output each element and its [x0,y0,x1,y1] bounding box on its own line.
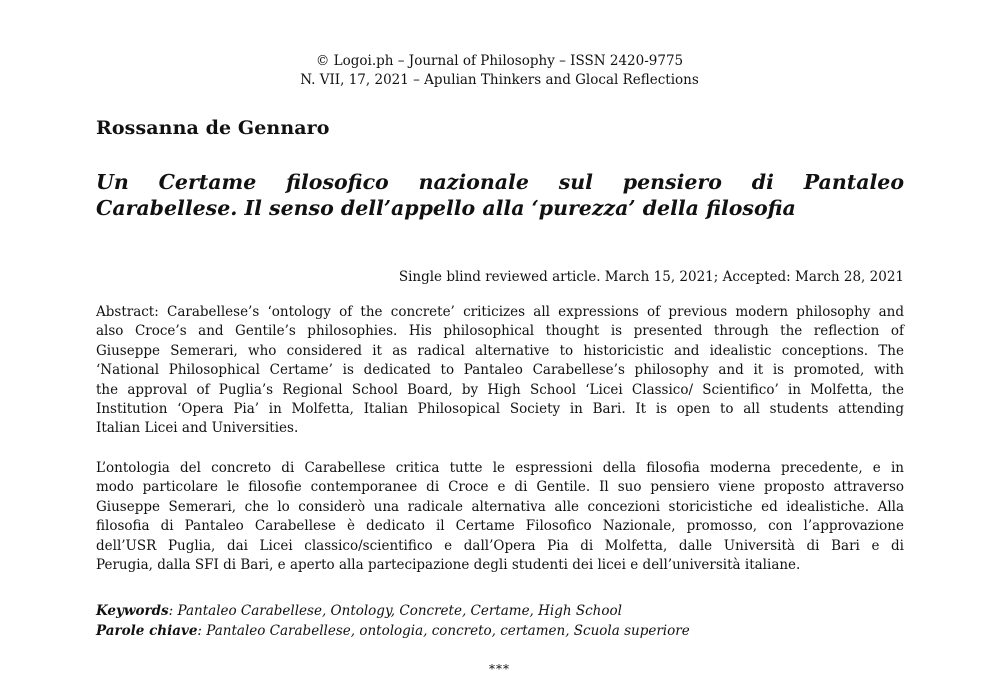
parole-chiave-text: : Pantaleo Carabellese, ontologia, concreto, certamen, Scuola superiore [197,622,690,639]
journal-header-line-1: © Logoi.ph – Journal of Philosophy – ISSN 2420-9775 [315,53,684,69]
keywords-block [96,602,904,641]
italian-abstract-line: dell’USR Puglia, dai Licei classico/scientifico e dall’Opera Pia di Molfetta, dalle Università di Bari e di [96,537,904,554]
italian-abstract-line: Giuseppe Semerari, che lo considerò una radicale alternativa alle concezioni storicistiche ed idealistiche. Alla [96,498,904,515]
abstract-line: Giuseppe Semerari, who considered it as radical alternative to historicistic and idealistic conceptions. The [96,342,904,359]
english-abstract [96,303,904,439]
abstract-line: Italian Licei and Universities. [96,420,299,437]
abstract-line: the approval of Puglia’s Regional School Board, by High School ‘Licei Classico/ Scientifico’ in Molfetta, the [96,381,904,398]
article-title [96,169,904,221]
author-name: Rossanna de Gennaro [96,117,330,139]
abstract-line: ‘National Philosophical Certame’ is dedicated to Pantaleo Carabellese’s philosophy and it is promoted, with [96,362,904,379]
section-separator: *** [489,662,510,676]
article-title-line-1: Un Certame filosofico nazionale sul pensiero di Pantaleo [96,170,904,194]
abstract-line: Institution ‘Opera Pia’ in Molfetta, Italian Philosopical Society in Bari. It is open to all students attending [96,401,904,418]
italian-abstract-line: filosofia di Pantaleo Carabellese è dedicato il Certame Filosofico Nazionale, promosso, con l’approvazione [96,518,904,535]
keywords-line [96,602,904,622]
journal-header [0,52,999,90]
review-note: Single blind reviewed article. March 15, 2021; Accepted: March 28, 2021 [398,269,904,285]
italian-abstract-line: L’ontologia del concreto di Carabellese critica tutte le espressioni della filosofia moderna precedente, e in [96,460,904,476]
article-title-line-2: Carabellese. Il senso dell’appello alla ‘purezza’ della filosofia [96,196,796,220]
journal-header-line-2: N. VII, 17, 2021 – Apulian Thinkers and Glocal Reflections [300,72,699,88]
abstract-line: Abstract: Carabellese’s ‘ontology of the concrete’ criticizes all expressions of previous modern philosophy and [96,304,904,320]
parole-chiave-label: Parole chiave [96,622,198,639]
italian-abstract-line: Perugia, dalla SFI di Bari, e aperto alla partecipazione degli studenti dei licei e dell’università italiane. [96,557,801,574]
italian-abstract-line: modo particolare le filosofie contemporanee di Croce e di Gentile. Il suo pensiero viene proposto attraverso [96,479,904,496]
italian-abstract [96,459,904,575]
keywords-text: : Pantaleo Carabellese, Ontology, Concrete, Certame, High School [168,603,622,619]
parole-chiave-line [96,622,904,642]
abstract-line: also Croce’s and Gentile’s philosophies. His philosophical thought is presented through the reflection of [96,323,904,340]
keywords-label: Keywords [96,603,169,619]
